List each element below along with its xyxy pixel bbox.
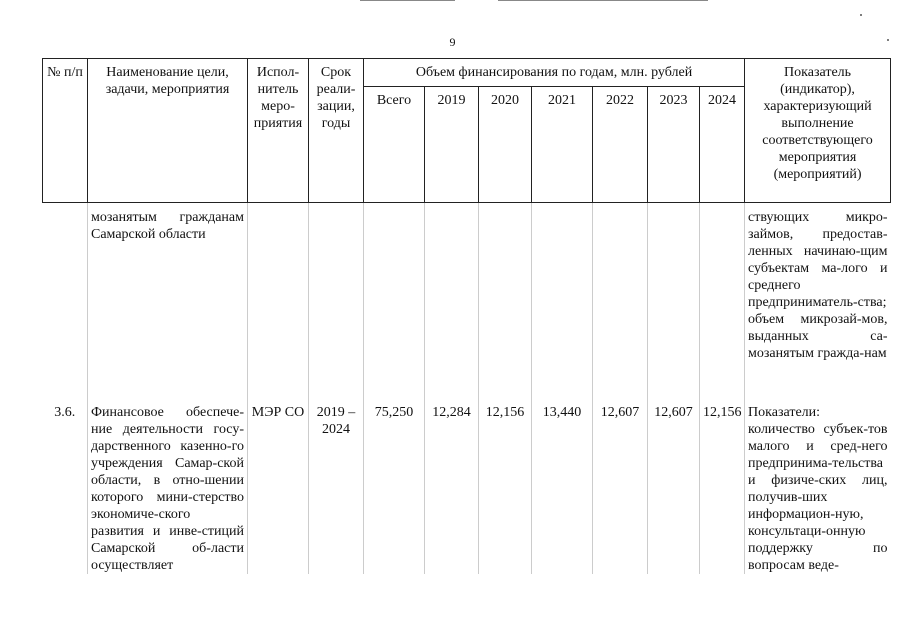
row-value-2023: 12,607	[648, 404, 700, 574]
row-value-2021: 13,440	[532, 404, 593, 574]
row-value-2019	[425, 203, 479, 405]
scan-artifact-line	[498, 0, 708, 1]
row-value-2022	[593, 203, 648, 405]
header-total: Всего	[364, 87, 425, 203]
row-num: 3.6.	[43, 404, 88, 574]
page-number: 9	[449, 35, 456, 49]
row-executor	[248, 203, 309, 405]
row-indicator: Показатели: количество субъек-тов малого и сред-него предпринима-тельства и физиче-ских лиц, получив-ших информацион-ную, консультаци-онную поддержку по вопросам веде-	[745, 404, 891, 574]
row-value-2023	[648, 203, 700, 405]
row-value-2019: 12,284	[425, 404, 479, 574]
row-indicator: ствующих микро-займов, предостав-ленных начинаю-щим субъектам ма-лого и среднего предприниматель-ства; объем микрозай-мов, выданных са-мозанятым гражда-нам	[745, 203, 891, 405]
header-year-2021: 2021	[532, 87, 593, 203]
row-name: Финансовое обеспече-ние деятельности госу-дарственного казенно-го учреждения Самар-ской области, в отно-шении которого мини-стерство экономиче-ского развития и инве-стиций Самарской об-ласти осуществляет	[88, 404, 248, 574]
row-value-2020	[479, 203, 532, 405]
row-term: 2019 – 2024	[309, 404, 364, 574]
row-term	[309, 203, 364, 405]
header-num: № п/п	[43, 59, 88, 203]
header-year-2023: 2023	[648, 87, 700, 203]
table-row	[43, 404, 891, 574]
row-value-2024: 12,156	[700, 404, 745, 574]
row-executor: МЭР СО	[248, 404, 309, 574]
header-year-2020: 2020	[479, 87, 532, 203]
header-executor: Испол-нитель меро-приятия	[248, 59, 309, 203]
row-value-2021	[532, 203, 593, 405]
scan-artifact-dot	[860, 14, 862, 16]
scan-artifact-line	[360, 0, 455, 1]
table-row	[43, 203, 891, 405]
header-year-2022: 2022	[593, 87, 648, 203]
row-total: 75,250	[364, 404, 425, 574]
header-term: Срок реали-зации, годы	[309, 59, 364, 203]
row-value-2022: 12,607	[593, 404, 648, 574]
row-value-2024	[700, 203, 745, 405]
row-value-2020: 12,156	[479, 404, 532, 574]
row-name: мозанятым гражданам Самарской области	[88, 203, 248, 405]
row-num	[43, 203, 88, 405]
financing-table	[42, 58, 891, 574]
header-funding: Объем финансирования по годам, млн. рублей	[364, 59, 745, 87]
header-indicator: Показатель (индикатор), характеризующий выполнение соответствующего мероприятия (мероприятий)	[745, 59, 891, 203]
header-year-2024: 2024	[700, 87, 745, 203]
header-name: Наименование цели, задачи, мероприятия	[88, 59, 248, 203]
header-year-2019: 2019	[425, 87, 479, 203]
row-total	[364, 203, 425, 405]
